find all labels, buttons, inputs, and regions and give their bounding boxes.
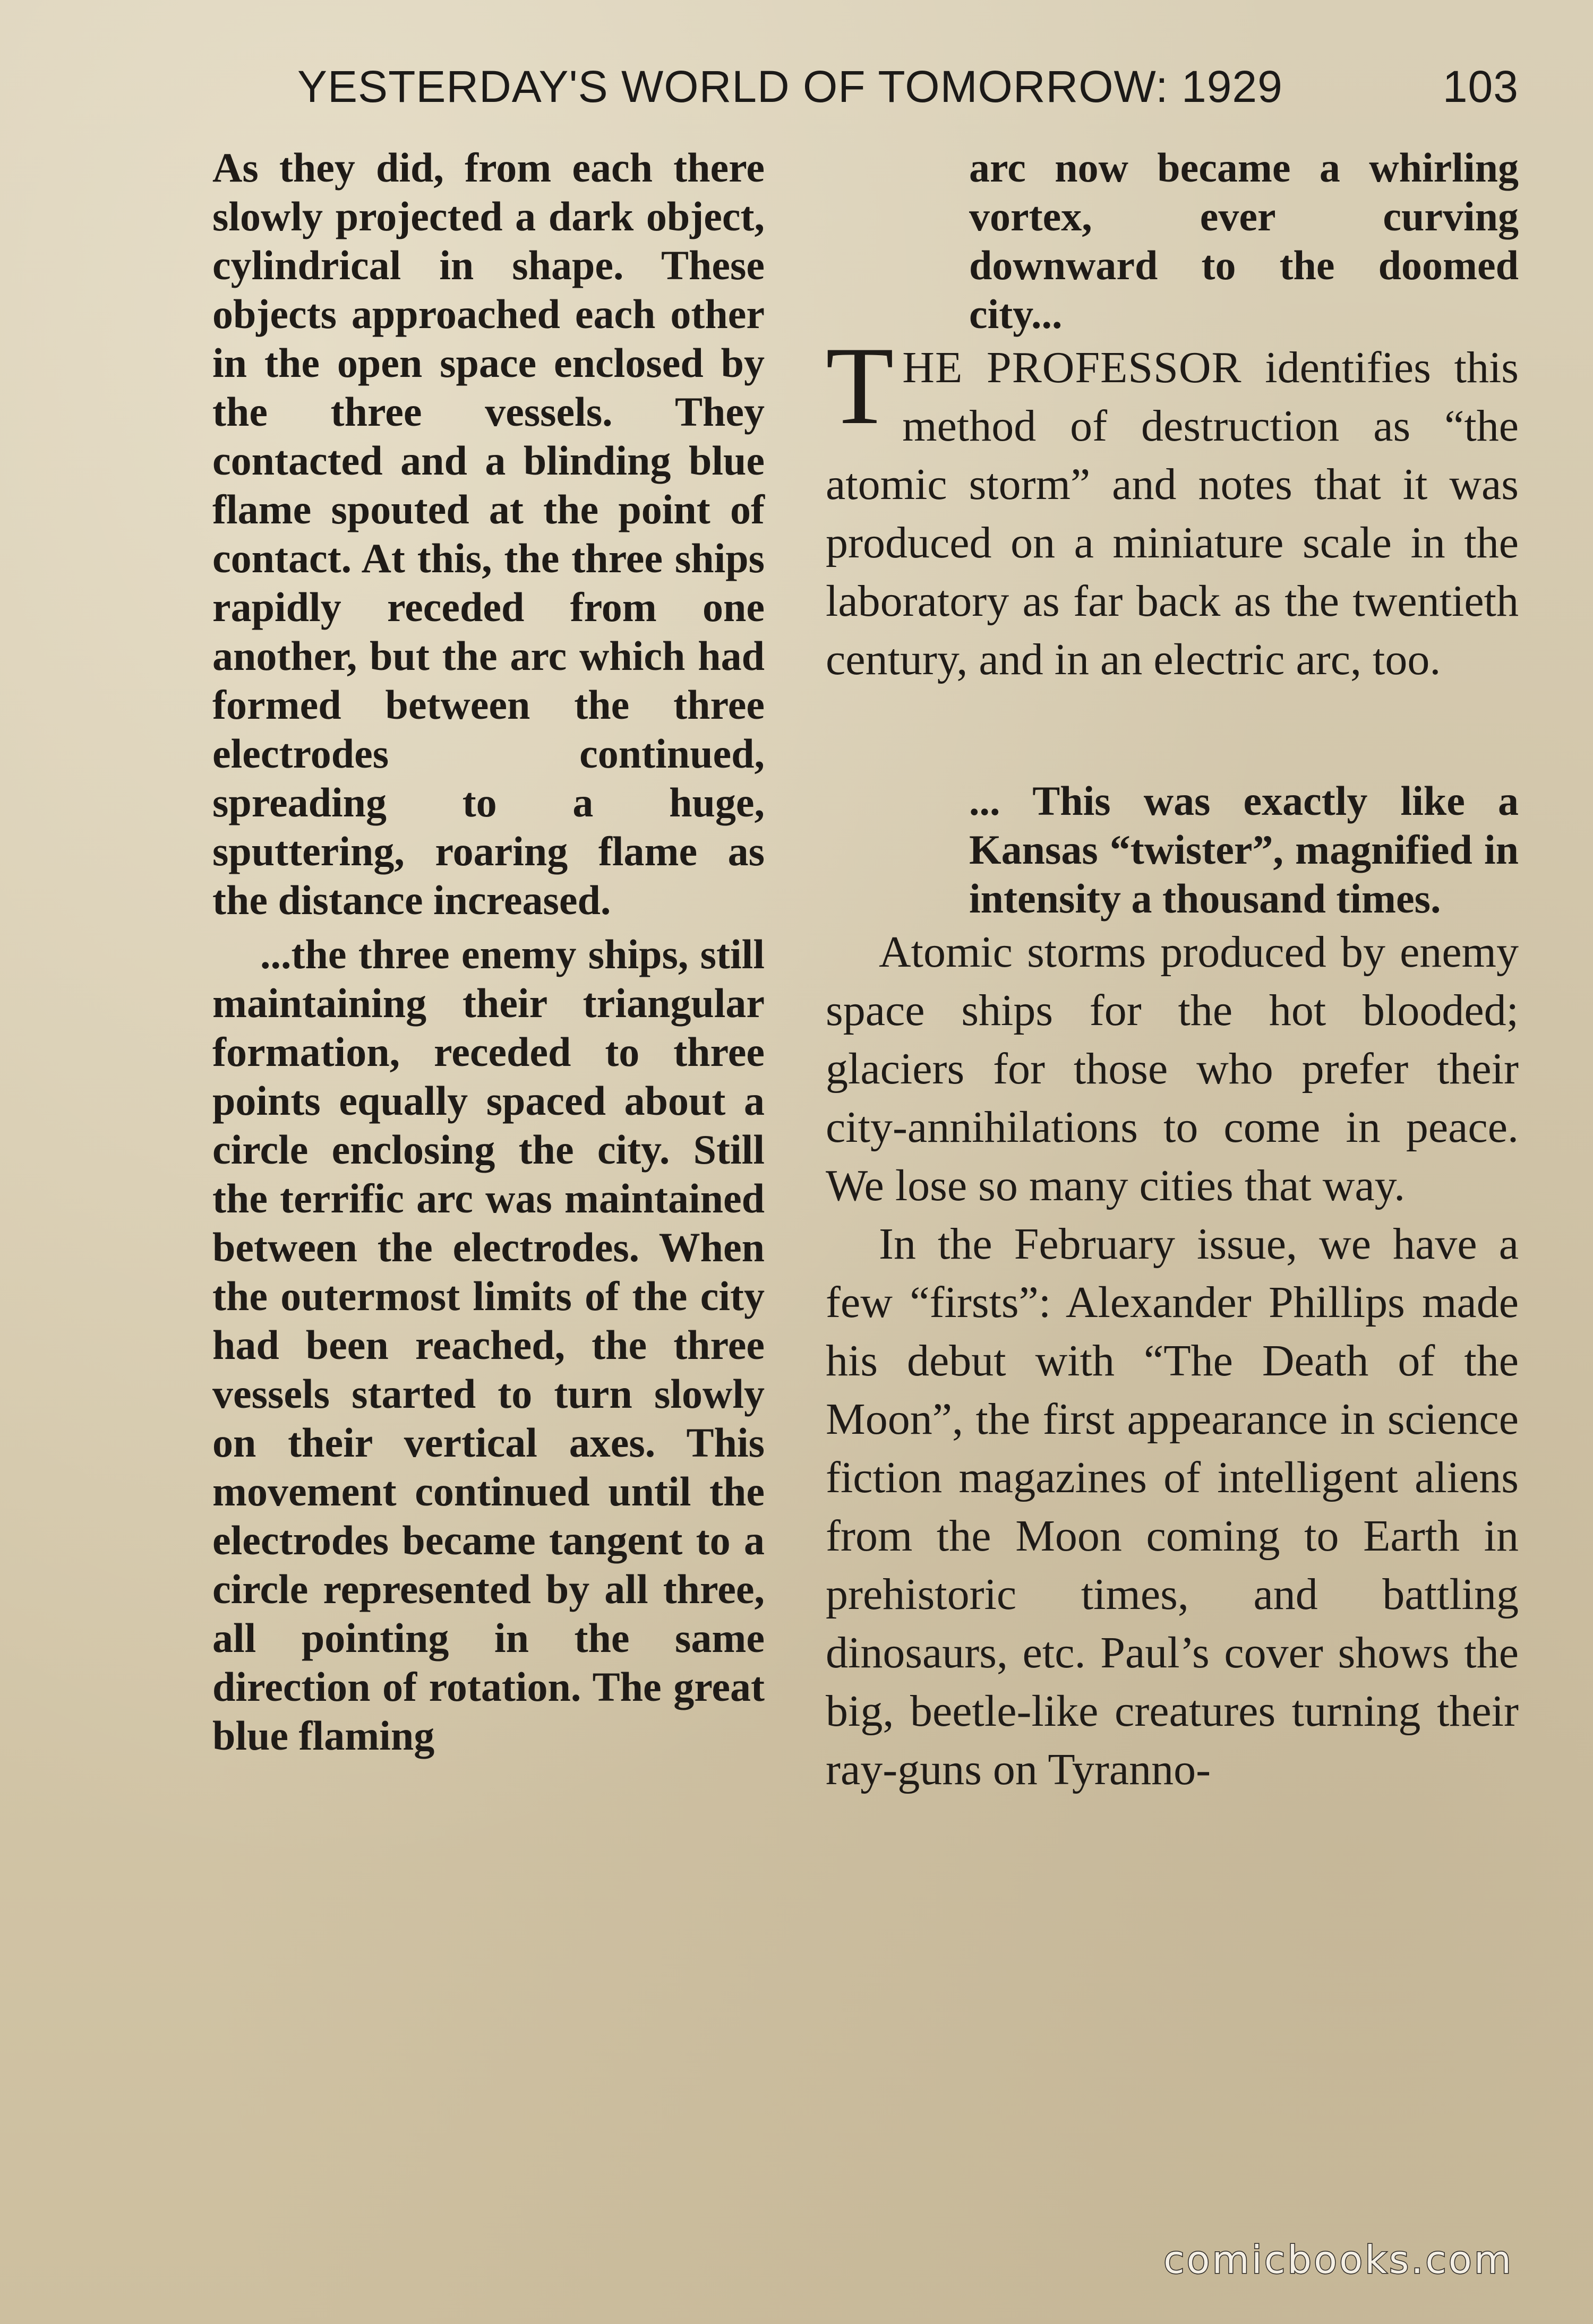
professor-text: identifies this method of destruction as “the atomic storm” and notes that it was produced on a miniature scale in the laboratory as far back as the twentieth century, and in an electric arc, too. (826, 343, 1519, 684)
running-title: YESTERDAY'S WORLD OF TOMORROW: 1929 (297, 62, 1283, 111)
right-column (826, 143, 1519, 1799)
story-excerpt-paragraph-1: As they did, from each there slowly projected a dark object, cylindrical in shape. These objects approached each other in the open space enclosed by the three vessels. They contacted and a blinding blue flame spouted at the point of contact. At this, the three ships rapidly receded from one another, but the arc which had formed between the three electrodes continued, spreading to a huge, sputtering, roaring flame as the distance increased. (212, 144, 765, 923)
page-header (297, 61, 1519, 119)
quote-continuation: arc now became a whirling vortex, ever curving downward to the doomed city... (969, 144, 1519, 337)
story-excerpt-paragraph-2: ...the three enemy ships, still maintaining their triangular formation, receded to three points equally spaced about a circle enclosing the city. Still the terrific arc was maintained between the electrodes. When the outermost limits of the city had been reached, the three vessels started to turn slowly on their vertical axes. This movement continued until the electrodes became tangent to a circle represented by all three, all pointing in the same direction of rotation. The great blue flaming (212, 931, 765, 1759)
watermark: comicbooks.com (1163, 2237, 1513, 2282)
twister-quote: ... This was exactly like a Kansas “twister”, magnified in intensity a thousand times. (969, 778, 1519, 922)
page-number: 103 (1442, 62, 1519, 111)
atomic-storms-paragraph: Atomic storms produced by enemy space ships for the hot blooded; glaciers for those who prefer their city-annihilations to come in peace. We lose so many cities that way. (826, 927, 1519, 1210)
left-column (212, 143, 765, 1760)
drop-cap: T (826, 324, 894, 447)
professor-lead-in: HE PROFESSOR (902, 343, 1242, 392)
professor-paragraph (826, 324, 1519, 689)
february-issue-paragraph: In the February issue, we have a few “firsts”: Alexander Phillips made his debut with “The Death of the Moon”, the first appearance in science fiction magazines of intelligent aliens from the Moon coming to Earth in prehistoric times, and battling dinosaurs, etc. Paul’s cover shows the big, beetle-like creatures turning their ray-guns on Tyranno- (826, 1219, 1519, 1794)
